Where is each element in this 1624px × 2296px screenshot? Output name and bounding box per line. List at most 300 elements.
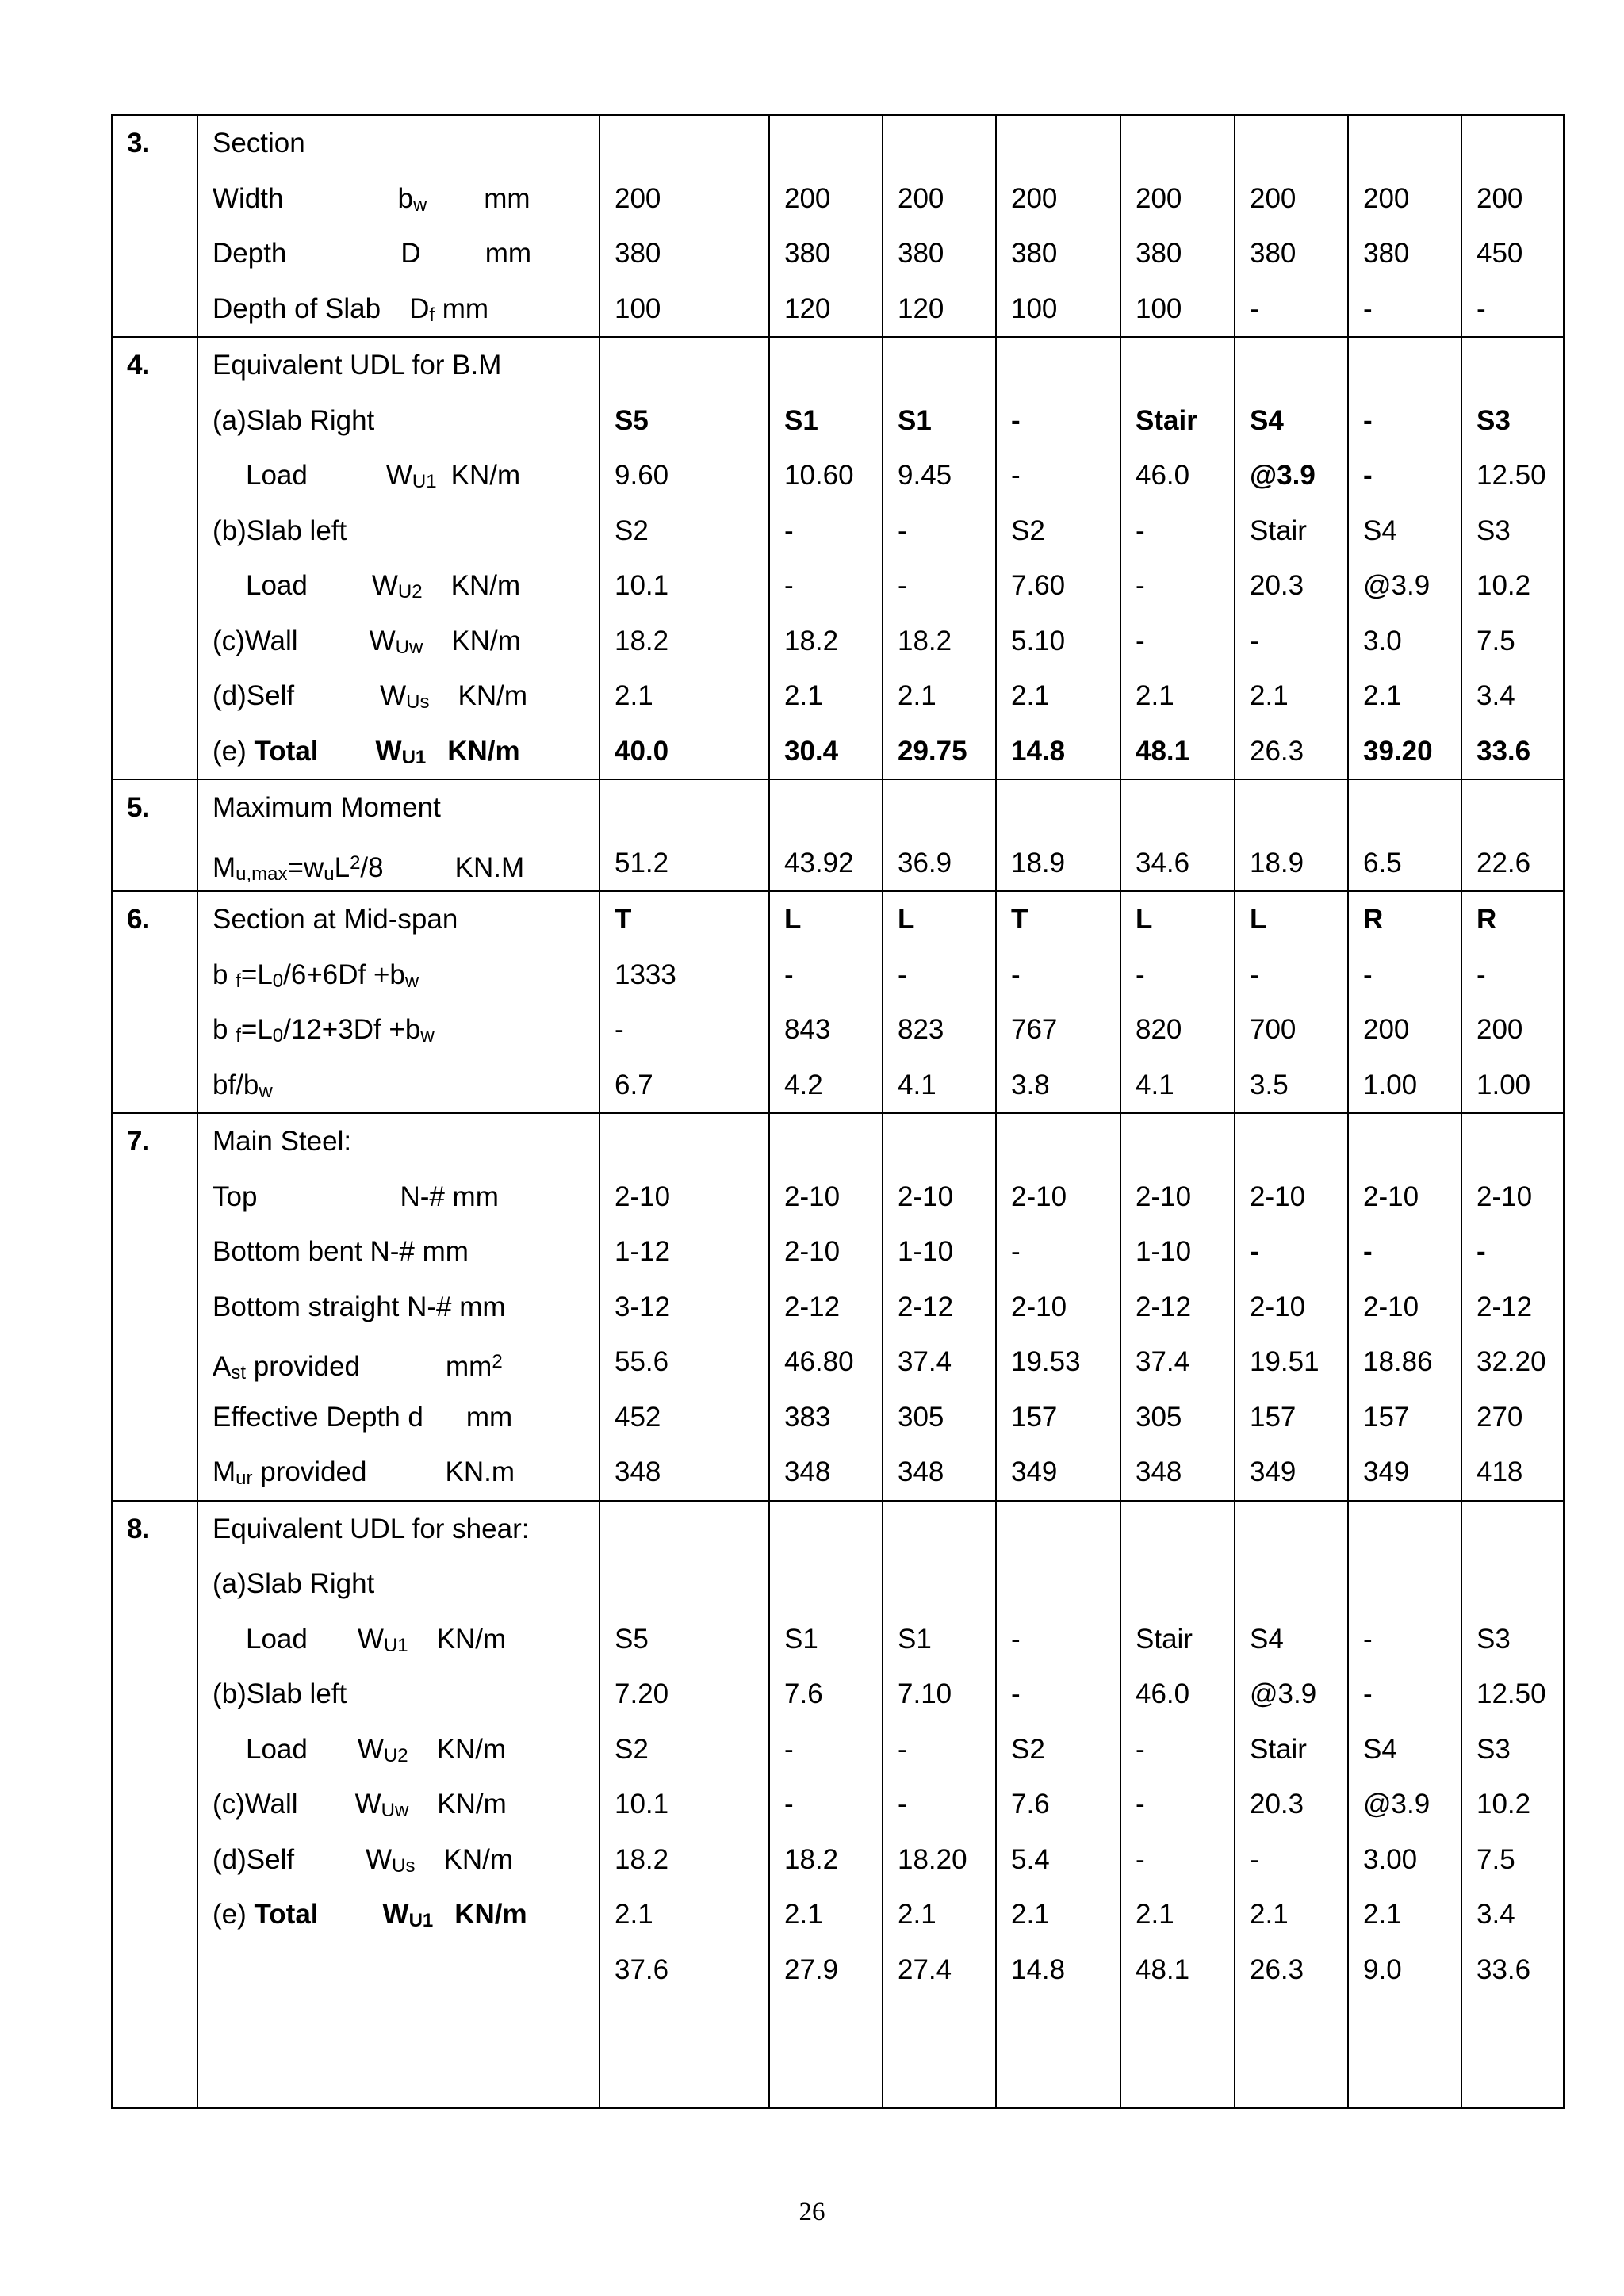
beam-value: 200	[784, 182, 831, 214]
beam-value: 120	[898, 293, 944, 324]
parameter-label: $bf/b_w$	[213, 1069, 273, 1102]
beam-value	[997, 1556, 1120, 1612]
beam-value: -	[1136, 625, 1145, 656]
parameter-label: (d)Self $W_{Us}$ KN/m	[213, 1843, 513, 1877]
beam-value-cell	[1235, 115, 1348, 337]
beam-value	[1462, 1556, 1563, 1612]
beam-value: -	[1477, 1236, 1486, 1267]
beam-value: 349	[1250, 1456, 1297, 1487]
beam-value: 2.1	[1363, 1899, 1402, 1930]
beam-value	[1462, 338, 1563, 393]
beam-value: -	[1363, 1678, 1373, 1709]
beam-value: -	[1363, 293, 1373, 324]
beam-value: -	[784, 959, 794, 990]
beam-value: -	[1136, 570, 1145, 601]
beam-value: 2.1	[615, 680, 653, 711]
beam-value: 7.60	[1011, 570, 1066, 601]
beam-value-cell	[996, 891, 1120, 1113]
beam-value: 2.1	[1363, 680, 1402, 711]
beam-value: 10.1	[615, 1789, 669, 1820]
parameter-label: Section at Mid-span	[213, 904, 458, 935]
beam-value-cell	[769, 337, 883, 779]
beam-value: S3	[1477, 1623, 1511, 1655]
section-number: 8.	[127, 1513, 151, 1544]
beam-value: -	[898, 515, 907, 546]
beam-value: 2-10	[1011, 1181, 1067, 1212]
beam-value: 12.50	[1477, 1678, 1546, 1709]
beam-value: 48.1	[1136, 735, 1190, 767]
beam-value: 4.2	[784, 1069, 823, 1100]
beam-value: 34.6	[1136, 847, 1190, 878]
beam-value: 200	[1363, 182, 1410, 214]
beam-value: 348	[784, 1456, 831, 1487]
beam-value	[770, 1114, 882, 1169]
beam-value	[1235, 2053, 1347, 2108]
beam-value: 18.9	[1011, 847, 1066, 878]
beam-value	[770, 780, 882, 836]
beam-value: 20.3	[1250, 570, 1304, 601]
beam-value: -	[1011, 1236, 1021, 1267]
beam-value	[883, 1502, 995, 1557]
beam-value: -	[898, 1789, 907, 1820]
beam-value: -	[1477, 959, 1486, 990]
beam-value: 348	[1136, 1456, 1182, 1487]
beam-value-cell	[599, 1501, 769, 2109]
beam-value: S3	[1477, 1733, 1511, 1765]
beam-value	[600, 1997, 768, 2053]
beam-value: S2	[615, 1733, 649, 1765]
beam-value: 418	[1477, 1456, 1523, 1487]
beam-value: -	[784, 570, 794, 601]
beam-value: 19.53	[1011, 1346, 1081, 1377]
parameter-cell	[197, 337, 599, 779]
beam-value: 3.00	[1363, 1843, 1418, 1875]
beam-value-cell	[1120, 115, 1235, 337]
section-number-cell	[112, 115, 197, 337]
parameter-label: Load $W_{U2}$ KN/m	[246, 1733, 507, 1766]
beam-value: S2	[1011, 1733, 1045, 1765]
beam-value: 9.45	[898, 460, 952, 491]
design-table	[111, 114, 1565, 2109]
beam-value-cell	[1461, 891, 1564, 1113]
beam-value	[1121, 2053, 1234, 2108]
section-number-cell	[112, 337, 197, 779]
parameter-cell	[197, 115, 599, 337]
beam-value	[1121, 116, 1234, 171]
beam-value: T	[615, 904, 632, 935]
beam-value: -	[1363, 460, 1373, 491]
beam-value: -	[1136, 1789, 1145, 1820]
beam-value-cell	[1120, 1501, 1235, 2109]
beam-value: 3.0	[1363, 625, 1402, 656]
beam-value	[600, 116, 768, 171]
beam-value: -	[1011, 959, 1021, 990]
beam-value-cell	[769, 779, 883, 891]
beam-value: 348	[615, 1456, 661, 1487]
beam-value: -	[1363, 1236, 1373, 1267]
beam-value: 7.10	[898, 1678, 952, 1709]
beam-value: 6.5	[1363, 847, 1402, 878]
beam-value	[1235, 338, 1347, 393]
beam-value: 2-10	[784, 1181, 841, 1212]
beam-value: 27.9	[784, 1954, 839, 1985]
beam-value: 2-10	[615, 1181, 671, 1212]
section-row	[112, 337, 1564, 779]
beam-value	[1462, 1502, 1563, 1557]
beam-value: 452	[615, 1401, 661, 1433]
beam-value: 380	[615, 238, 661, 269]
beam-value: 37.4	[898, 1346, 952, 1377]
beam-value-cell	[1461, 337, 1564, 779]
beam-value: 18.2	[784, 1843, 839, 1875]
beam-value: 29.75	[898, 735, 967, 767]
beam-value	[1349, 780, 1461, 836]
beam-value: 2.1	[1250, 680, 1289, 711]
beam-value: S1	[784, 404, 818, 436]
beam-value	[1349, 1114, 1461, 1169]
beam-value	[1462, 1114, 1563, 1169]
beam-value	[1235, 116, 1347, 171]
beam-value: -	[1136, 959, 1145, 990]
beam-value	[883, 2053, 995, 2108]
beam-value: 2.1	[1011, 1899, 1050, 1930]
parameter-label: (c)Wall $W_{Uw}$ KN/m	[213, 625, 521, 658]
beam-value	[1349, 1997, 1461, 2053]
beam-value	[600, 338, 768, 393]
parameter-label: Equivalent UDL for shear:	[213, 1513, 530, 1544]
beam-value-cell	[599, 779, 769, 891]
beam-value: S2	[615, 515, 649, 546]
beam-value: 55.6	[615, 1346, 669, 1377]
beam-value: 5.4	[1011, 1843, 1050, 1875]
beam-value: -	[784, 1733, 794, 1765]
parameter-label: Top N-# mm	[213, 1181, 499, 1212]
beam-value: 3.5	[1250, 1069, 1289, 1100]
parameter-label: Section	[213, 128, 305, 159]
beam-value-cell	[883, 1113, 996, 1501]
section-number: 6.	[127, 904, 151, 935]
beam-value-cell	[1348, 115, 1461, 337]
beam-value: 20.3	[1250, 1789, 1304, 1820]
section-row	[112, 115, 1564, 337]
beam-value: 26.3	[1250, 735, 1304, 767]
beam-value: 6.7	[615, 1069, 653, 1100]
beam-value: S5	[615, 404, 649, 436]
beam-value	[1235, 1997, 1347, 2053]
beam-value: 767	[1011, 1014, 1058, 1045]
beam-value: 380	[784, 238, 831, 269]
beam-value: 823	[898, 1014, 944, 1045]
beam-value	[1235, 780, 1347, 836]
beam-value: 843	[784, 1014, 831, 1045]
beam-value: 18.2	[615, 625, 669, 656]
beam-value: 3.4	[1477, 1899, 1515, 1930]
parameter-label: Equivalent UDL for B.M	[213, 350, 502, 381]
beam-value: 46.0	[1136, 460, 1190, 491]
beam-value	[997, 780, 1120, 836]
beam-value: 32.20	[1477, 1346, 1546, 1377]
section-number-cell	[112, 1113, 197, 1501]
beam-value-cell	[769, 1501, 883, 2109]
beam-value: S1	[898, 404, 932, 436]
beam-value: 7.6	[1011, 1789, 1050, 1820]
beam-value: 2.1	[1011, 680, 1050, 711]
beam-value	[1121, 1114, 1234, 1169]
beam-value: 33.6	[1477, 735, 1531, 767]
beam-value	[997, 1114, 1120, 1169]
beam-value	[770, 1502, 882, 1557]
beam-value: 46.0	[1136, 1678, 1190, 1709]
beam-value: -	[784, 1789, 794, 1820]
beam-value: S2	[1011, 515, 1045, 546]
beam-value: 18.20	[898, 1843, 967, 1875]
beam-value	[997, 338, 1120, 393]
beam-value-cell	[1348, 779, 1461, 891]
beam-value: S4	[1363, 1733, 1397, 1765]
beam-value: 200	[898, 182, 944, 214]
beam-value-cell	[996, 1501, 1120, 2109]
beam-value	[770, 1997, 882, 2053]
beam-value: 349	[1363, 1456, 1410, 1487]
beam-value: 380	[1363, 238, 1410, 269]
beam-value	[770, 2053, 882, 2108]
beam-value: R	[1477, 904, 1497, 935]
beam-value-cell	[599, 115, 769, 337]
beam-value-cell	[1120, 1113, 1235, 1501]
beam-value-cell	[996, 337, 1120, 779]
parameter-label: $A_{st}$ provided $mm^2$	[213, 1351, 503, 1383]
parameter-label: (a)Slab Right	[213, 1568, 375, 1599]
parameter-cell	[197, 891, 599, 1113]
beam-value: S1	[898, 1623, 932, 1655]
beam-value	[1121, 1502, 1234, 1557]
beam-value-cell	[883, 779, 996, 891]
parameter-label: Load $W_{U2}$ KN/m	[246, 570, 521, 603]
beam-value	[600, 1502, 768, 1557]
beam-value: 100	[615, 293, 661, 324]
beam-value	[770, 1556, 882, 1612]
section-row	[112, 779, 1564, 891]
beam-value	[997, 116, 1120, 171]
beam-value: R	[1363, 904, 1384, 935]
beam-value	[1349, 338, 1461, 393]
parameter-label: Maximum Moment	[213, 792, 441, 823]
beam-value: 2.1	[1136, 1899, 1174, 1930]
beam-value	[1121, 1997, 1234, 2053]
beam-value: 2-10	[784, 1236, 841, 1267]
beam-value: 27.4	[898, 1954, 952, 1985]
beam-value: 2.1	[898, 1899, 936, 1930]
beam-value-cell	[1348, 337, 1461, 779]
parameter-label: Main Steel:	[213, 1126, 352, 1157]
beam-value: -	[1363, 959, 1373, 990]
beam-value: 100	[1136, 293, 1182, 324]
beam-value: 380	[1011, 238, 1058, 269]
beam-value	[1462, 116, 1563, 171]
beam-value: S1	[784, 1623, 818, 1655]
beam-value: 4.1	[1136, 1069, 1174, 1100]
beam-value: 1.00	[1363, 1069, 1418, 1100]
beam-value	[600, 1114, 768, 1169]
beam-value	[1349, 2053, 1461, 2108]
parameter-label: Width $b_w$ mm	[213, 182, 530, 216]
beam-value: Stair	[1250, 1733, 1307, 1765]
beam-value-cell	[1348, 1113, 1461, 1501]
beam-value-cell	[599, 891, 769, 1113]
beam-value-cell	[599, 337, 769, 779]
beam-value: 305	[898, 1401, 944, 1433]
beam-value-cell	[996, 779, 1120, 891]
beam-value: 18.9	[1250, 847, 1304, 878]
beam-value: 51.2	[615, 847, 669, 878]
parameter-label: (c)Wall $W_{Uw}$ KN/m	[213, 1789, 507, 1821]
parameter-label: Bottom straight N-# mm	[213, 1291, 506, 1322]
beam-value-cell	[883, 891, 996, 1113]
beam-value: 2.1	[898, 680, 936, 711]
beam-value	[997, 2053, 1120, 2108]
beam-value: 1333	[615, 959, 676, 990]
beam-value: 33.6	[1477, 1954, 1531, 1985]
beam-value: S4	[1250, 1623, 1284, 1655]
beam-value: 2-12	[1477, 1291, 1533, 1322]
beam-value: 12.50	[1477, 460, 1546, 491]
beam-value: -	[1363, 404, 1373, 436]
beam-value	[1349, 116, 1461, 171]
beam-value: S5	[615, 1623, 649, 1655]
beam-value: T	[1011, 904, 1028, 935]
beam-value: 100	[1011, 293, 1058, 324]
beam-value: 18.2	[898, 625, 952, 656]
beam-value: @3.9	[1250, 1678, 1317, 1709]
parameter-label	[198, 1997, 599, 2053]
beam-value-cell	[1120, 779, 1235, 891]
beam-value: 2-10	[1250, 1181, 1306, 1212]
beam-value-cell	[883, 1501, 996, 2109]
beam-value: 10.60	[784, 460, 854, 491]
beam-value: 157	[1250, 1401, 1297, 1433]
beam-value: S4	[1250, 404, 1284, 436]
beam-value-cell	[1120, 337, 1235, 779]
beam-value: 157	[1363, 1401, 1410, 1433]
parameter-label: (e) Total $W_{U1}$ KN/m	[213, 1899, 527, 1931]
beam-value: 2-10	[1363, 1291, 1419, 1322]
beam-value: 4.1	[898, 1069, 936, 1100]
beam-value: 2-10	[1250, 1291, 1306, 1322]
beam-value: 200	[1250, 182, 1297, 214]
beam-value: 10.1	[615, 570, 669, 601]
beam-value: -	[1250, 293, 1259, 324]
beam-value: -	[1250, 1236, 1259, 1267]
beam-value: -	[1363, 1623, 1373, 1655]
beam-value: 2.1	[1250, 1899, 1289, 1930]
beam-value: 18.2	[784, 625, 839, 656]
beam-value	[1121, 338, 1234, 393]
parameter-label: Load $W_{U1}$ KN/m	[246, 460, 521, 492]
parameter-label: Effective Depth d mm	[213, 1401, 513, 1433]
section-row	[112, 1113, 1564, 1501]
beam-value-cell	[1348, 891, 1461, 1113]
beam-value: 348	[898, 1456, 944, 1487]
beam-value	[883, 1114, 995, 1169]
beam-value: 43.92	[784, 847, 854, 878]
beam-value-cell	[1235, 337, 1348, 779]
beam-value: 200	[1477, 1014, 1523, 1045]
beam-value: 380	[1136, 238, 1182, 269]
section-number-cell	[112, 1501, 197, 2109]
beam-value-cell	[1461, 115, 1564, 337]
beam-value: 22.6	[1477, 847, 1531, 878]
beam-value: Stair	[1250, 515, 1307, 546]
beam-value: 39.20	[1363, 735, 1433, 767]
beam-value: L	[784, 904, 802, 935]
beam-value	[883, 338, 995, 393]
beam-value: 18.2	[615, 1843, 669, 1875]
beam-value: -	[1011, 1678, 1021, 1709]
beam-value: 30.4	[784, 735, 839, 767]
beam-value-cell	[1120, 891, 1235, 1113]
beam-value-cell	[769, 1113, 883, 1501]
section-number-cell	[112, 891, 197, 1113]
beam-value-cell	[1461, 779, 1564, 891]
parameter-label: b $_f=L_0/12+3Df +b_w$	[213, 1014, 435, 1047]
beam-value: 2-12	[784, 1291, 841, 1322]
beam-value: 700	[1250, 1014, 1297, 1045]
beam-value-cell	[883, 337, 996, 779]
beam-value: 2-12	[898, 1291, 954, 1322]
beam-value: 349	[1011, 1456, 1058, 1487]
beam-value-cell	[996, 115, 1120, 337]
beam-value: Stair	[1136, 1623, 1193, 1655]
beam-value: 200	[1363, 1014, 1410, 1045]
beam-value	[1349, 1556, 1461, 1612]
beam-value	[1235, 1114, 1347, 1169]
beam-value: 270	[1477, 1401, 1523, 1433]
parameter-label: $M_{ur}$ provided KN.m	[213, 1456, 515, 1489]
beam-value	[1462, 780, 1563, 836]
beam-value: 5.10	[1011, 625, 1066, 656]
beam-value: 2-10	[1011, 1291, 1067, 1322]
beam-value-cell	[1461, 1113, 1564, 1501]
beam-value	[770, 338, 882, 393]
beam-value: 18.86	[1363, 1346, 1433, 1377]
beam-value: Stair	[1136, 404, 1197, 436]
beam-value: -	[615, 1014, 624, 1045]
beam-value: 450	[1477, 238, 1523, 269]
beam-value: 120	[784, 293, 831, 324]
section-number: 4.	[127, 350, 151, 381]
beam-value: 2-10	[1363, 1181, 1419, 1212]
beam-value: -	[898, 1733, 907, 1765]
beam-value: 2.1	[784, 680, 823, 711]
beam-value-cell	[1348, 1501, 1461, 2109]
section-number: 5.	[127, 792, 151, 823]
parameter-label: (b)Slab left	[213, 1678, 347, 1709]
beam-value	[1121, 780, 1234, 836]
section-row	[112, 1501, 1564, 2109]
beam-value: 19.51	[1250, 1346, 1320, 1377]
beam-value: L	[898, 904, 915, 935]
beam-value: 2.1	[615, 1899, 653, 1930]
beam-value: @3.9	[1250, 460, 1316, 491]
beam-value: -	[898, 959, 907, 990]
beam-value: 7.20	[615, 1678, 669, 1709]
section-number: 7.	[127, 1126, 151, 1157]
beam-value: -	[1136, 1733, 1145, 1765]
beam-value: -	[1250, 625, 1259, 656]
beam-value-cell	[996, 1113, 1120, 1501]
beam-value: 9.60	[615, 460, 669, 491]
beam-value: 3-12	[615, 1291, 671, 1322]
